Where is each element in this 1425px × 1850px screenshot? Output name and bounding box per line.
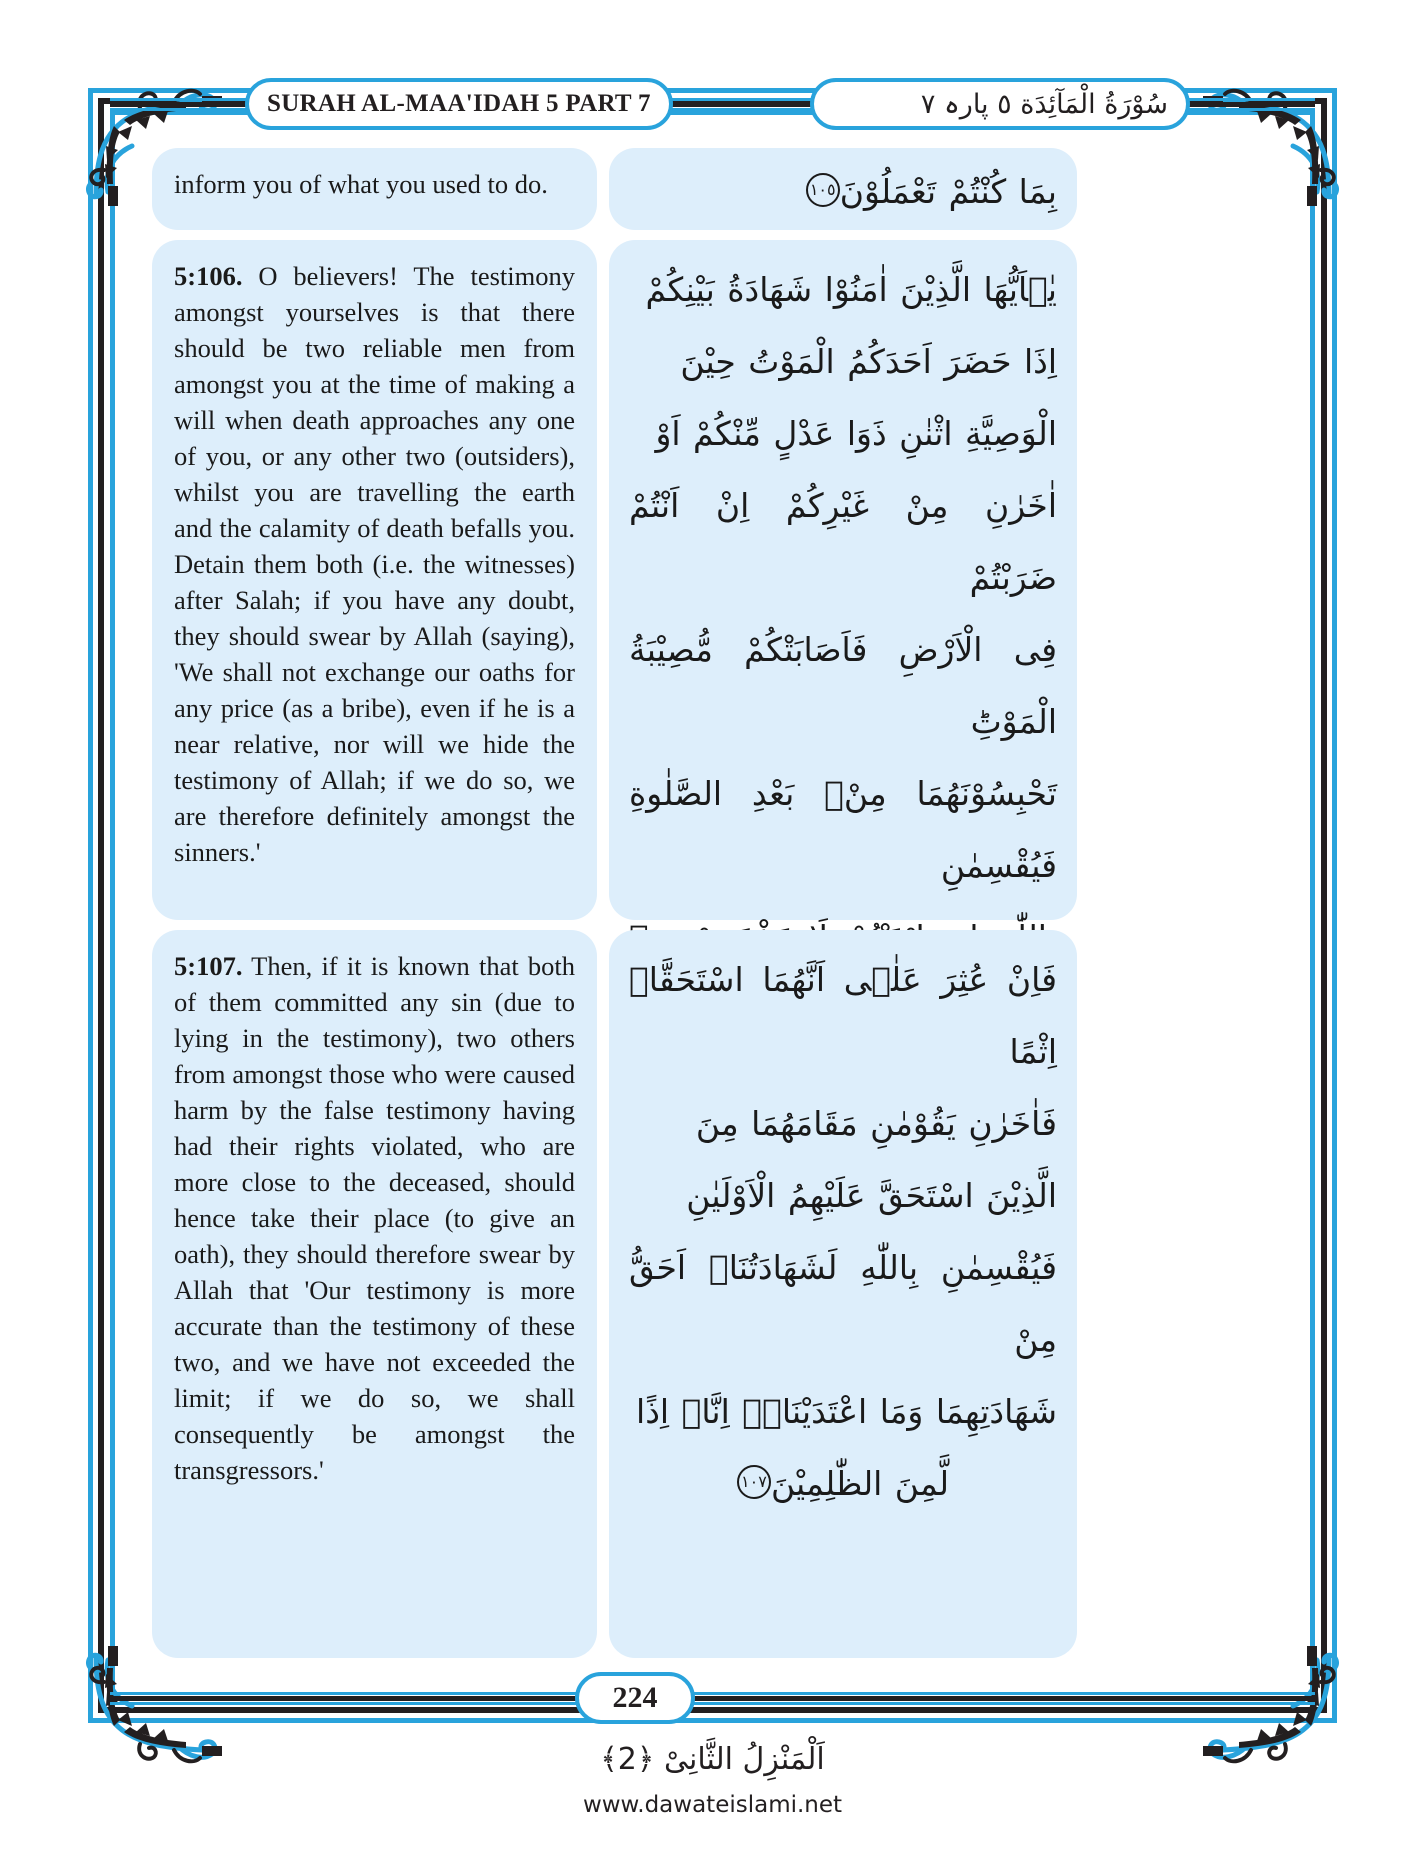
verse-reference: 5:106. [174, 261, 243, 291]
page-content [152, 148, 1277, 1658]
footer-rule-black [110, 1696, 1315, 1701]
arabic-panel [609, 930, 1077, 1658]
english-panel [152, 240, 597, 920]
arabic-line: فَیُقْسِمٰنِ بِاللّٰهِ لَشَهَادَتُنَاۤ اَحَقُّ مِنْ [629, 1248, 1057, 1359]
page-footer [110, 1672, 1315, 1724]
verse-reference: 5:107. [174, 951, 243, 981]
arabic-line: لَّمِنَ الظّٰلِمِیْنَ [770, 1464, 950, 1503]
verse-row [152, 930, 1277, 1658]
arabic-line: اِذَا حَضَرَ اَحَدَكُمُ الْمَوْتُ حِیْنَ [680, 342, 1057, 381]
surah-title-arabic-text: سُوْرَةُ الْمَآئِدَة ٥ پارہ ٧ [920, 88, 1168, 120]
manzil-label: اَلْمَنْزِلُ الثَّانِیْ ﴿2﴾ [600, 1742, 825, 1777]
arabic-line: الَّذِیْنَ اسْتَحَقَّ عَلَیْهِمُ الْاَوْلَیٰنِ [686, 1176, 1057, 1215]
arabic-line: اٰخَرٰنِ مِنْ غَیْرِكُمْ اِنْ اَنْتُمْ ضَرَبْتُمْ [629, 486, 1057, 597]
surah-title-text: SURAH AL-MAA'IDAH 5 PART 7 [267, 90, 651, 117]
page-number: 224 [612, 1681, 658, 1714]
english-text [174, 948, 575, 1488]
arabic-line: شَهَادَتِهِمَا وَمَا اعْتَدَیْنَاۤۖ اِنَّاۤ اِذًا [636, 1392, 1057, 1431]
english-body: Then, if it is known that both of them committed any sin (due to lying in the testimony), two others from amongst those who were caused harm by the false testimony having had their rights violated, who are more close to the deceased, should hence take their place (to give an oath), they should therefore swear by Allah that 'Our testimony is more accurate than the testimony of these two, and we have not exceeded the limit; if we do so, we shall consequently be amongst the transgressors.' [174, 951, 575, 1485]
ayah-number: ١٠٧ [741, 1471, 767, 1491]
english-text: inform you of what you used to do. [174, 169, 548, 199]
english-panel [152, 930, 597, 1658]
footer-rule-lines [110, 1692, 1315, 1704]
english-panel [152, 148, 597, 230]
arabic-line: الْوَصِیَّةِ اثْنٰنِ ذَوَا عَدْلٍ مِّنْكُمْ اَوْ [655, 414, 1057, 453]
english-body: O believers! The testimony amongst yourselves is that there should be two reliable men from amongst you at the time of making a will when death approaches any one of you, or any other two (outsiders), whilst you are travelling the earth and the calamity of death befalls you. Detain them both (i.e. the witnesses) after Salah; if you have any doubt, they should swear by Allah (saying), 'We shall not exchange our oaths for any price (as a bribe), even if he is a near relative, nor will we hide the testimony of Allah; if we do so, we are therefore definitely amongst the sinners.' [174, 261, 575, 867]
arabic-line: فَاِنْ عُثِرَ عَلٰۤی اَنَّهُمَا اسْتَحَقَّاۤ اِثْمًا [629, 960, 1057, 1071]
arabic-line: یٰۤاَیُّهَا الَّذِیْنَ اٰمَنُوْا شَهَادَةُ بَیْنِكُمْ [645, 270, 1057, 309]
arabic-line: فَاٰخَرٰنِ یَقُوْمٰنِ مَقَامَهُمَا مِنَ [695, 1104, 1057, 1143]
arabic-panel [609, 240, 1077, 920]
surah-title-badge [245, 78, 673, 130]
footer-rule-blue-top [110, 1692, 1315, 1695]
verse-row [152, 148, 1277, 230]
arabic-text [629, 156, 1057, 228]
arabic-text [629, 944, 1057, 1520]
verse-row [152, 240, 1277, 920]
ayah-end-marker [806, 173, 840, 207]
footer-rule-blue-bottom [110, 1702, 1315, 1705]
arabic-line-last [629, 1448, 1057, 1520]
arabic-line: فِی الْاَرْضِ فَاَصَابَتْكُمْ مُّصِیْبَةُ الْمَوْتِؕ [629, 630, 1057, 741]
website-url: www.dawateislami.net [582, 1792, 843, 1818]
ayah-end-marker [737, 1465, 771, 1499]
page-number-badge [575, 1672, 695, 1724]
page-header [110, 78, 1315, 130]
arabic-line: تَحْبِسُوْنَهُمَا مِنْۢ بَعْدِ الصَّلٰوةِ فَیُقْسِمٰنِ [629, 774, 1057, 885]
arabic-panel [609, 148, 1077, 230]
ayah-number: ١٠٥ [809, 179, 836, 199]
surah-title-arabic-badge [810, 78, 1190, 130]
english-text [174, 258, 575, 870]
arabic-line: بِمَا كُنْتُمْ تَعْمَلُوْنَ [839, 172, 1057, 211]
